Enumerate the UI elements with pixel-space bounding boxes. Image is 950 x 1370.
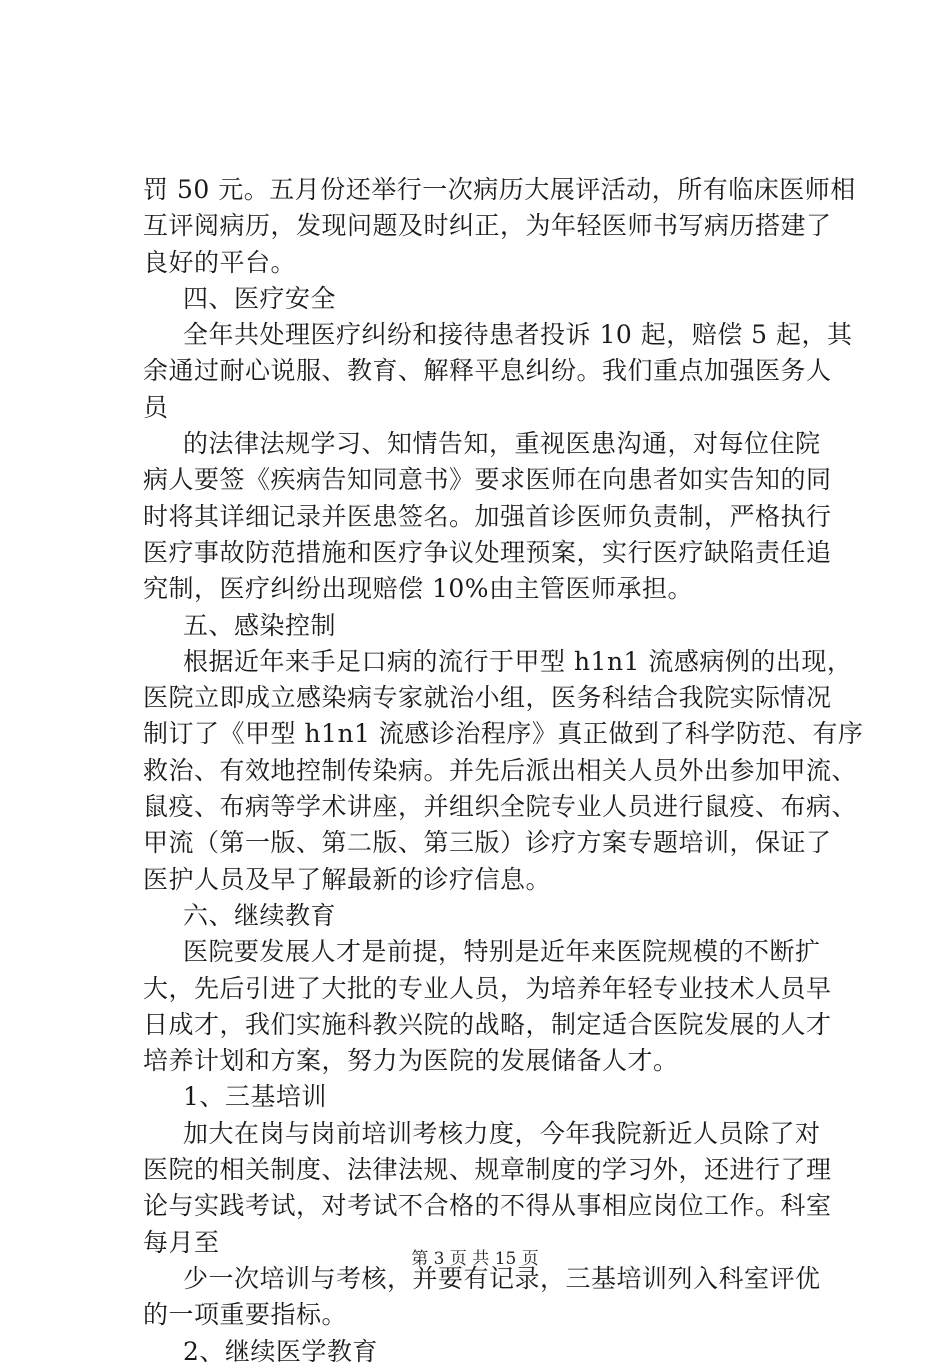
text-line-6: 余通过耐心说服、教育、解释平息纠纷。我们重点加强医务人 <box>143 356 832 386</box>
text-line-12: 究制，医疗纠纷出现赔偿 10%由主管医师承担。 <box>143 574 694 604</box>
subsection-heading-three-basics: 1、三基培训 <box>183 1082 327 1112</box>
text-line-30: 每月至 <box>143 1227 220 1257</box>
section-heading-continuing-education: 六、继续教育 <box>183 900 337 930</box>
page-footer: 第 3 页 共 15 页 <box>411 1249 539 1269</box>
text-line-23: 大，先后引进了大批的专业人员，为培养年轻专业技术人员早 <box>143 973 832 1003</box>
body-text <box>143 172 864 1370</box>
text-line-17: 救治、有效地控制传染病。并先后派出相关人员外出参加甲流、 <box>143 755 858 785</box>
text-line-29: 论与实践考试，对考试不合格的不得从事相应岗位工作。科室 <box>143 1191 832 1221</box>
text-line-31: 少一次培训与考核，并要有记录，三基培训列入科室评优 <box>183 1263 821 1293</box>
text-line-16: 制订了《甲型 h1n1 流感诊治程序》真正做到了科学防范、有序 <box>143 719 864 749</box>
section-heading-medical-safety: 四、医疗安全 <box>183 283 337 313</box>
text-line-22: 医院要发展人才是前提，特别是近年来医院规模的不断扩 <box>183 937 821 967</box>
text-line-2: 互评阅病历，发现问题及时纠正，为年轻医师书写病历搭建了 <box>143 211 832 241</box>
text-line-10: 时将其详细记录并医患签名。加强首诊医师负责制，严格执行 <box>143 501 832 531</box>
text-line-11: 医疗事故防范措施和医疗争议处理预案，实行医疗缺陷责任追 <box>143 537 832 567</box>
text-line-1: 罚 50 元。五月份还举行一次病历大展评活动，所有临床医师相 <box>143 175 856 204</box>
text-line-14: 根据近年来手足口病的流行于甲型 h1n1 流感病例的出现， <box>183 646 853 676</box>
text-line-9: 病人要签《疾病告知同意书》要求医师在向患者如实告知的同 <box>143 465 832 495</box>
text-line-8: 的法律法规学习、知情告知，重视医患沟通，对每位住院 <box>183 429 821 459</box>
text-line-15: 医院立即成立感染病专家就治小组，医务科结合我院实际情况 <box>143 683 832 713</box>
text-line-3: 良好的平台。 <box>143 247 297 277</box>
text-line-5: 全年共处理医疗纠纷和接待患者投诉 10 起，赔偿 5 起，其 <box>183 320 853 350</box>
text-line-28: 医院的相关制度、法律法规、规章制度的学习外，还进行了理 <box>143 1155 832 1185</box>
section-heading-infection-control: 五、感染控制 <box>183 610 337 640</box>
text-line-7: 员 <box>143 392 169 422</box>
text-line-27: 加大在岗与岗前培训考核力度，今年我院新近人员除了对 <box>183 1118 821 1148</box>
text-line-24: 日成才，我们实施科教兴院的战略，制定适合医院发展的人才 <box>143 1009 832 1039</box>
text-line-20: 医护人员及早了解最新的诊疗信息。 <box>143 864 552 894</box>
text-line-19: 甲流（第一版、第二版、第三版）诊疗方案专题培训，保证了 <box>143 828 832 858</box>
text-line-32: 的一项重要指标。 <box>143 1300 348 1330</box>
subsection-heading-continuing-medical-education: 2、继续医学教育 <box>183 1336 378 1366</box>
text-line-18: 鼠疫、布病等学术讲座，并组织全院专业人员进行鼠疫、布病、 <box>143 792 858 822</box>
text-line-25: 培养计划和方案，努力为医院的发展储备人才。 <box>143 1046 679 1076</box>
